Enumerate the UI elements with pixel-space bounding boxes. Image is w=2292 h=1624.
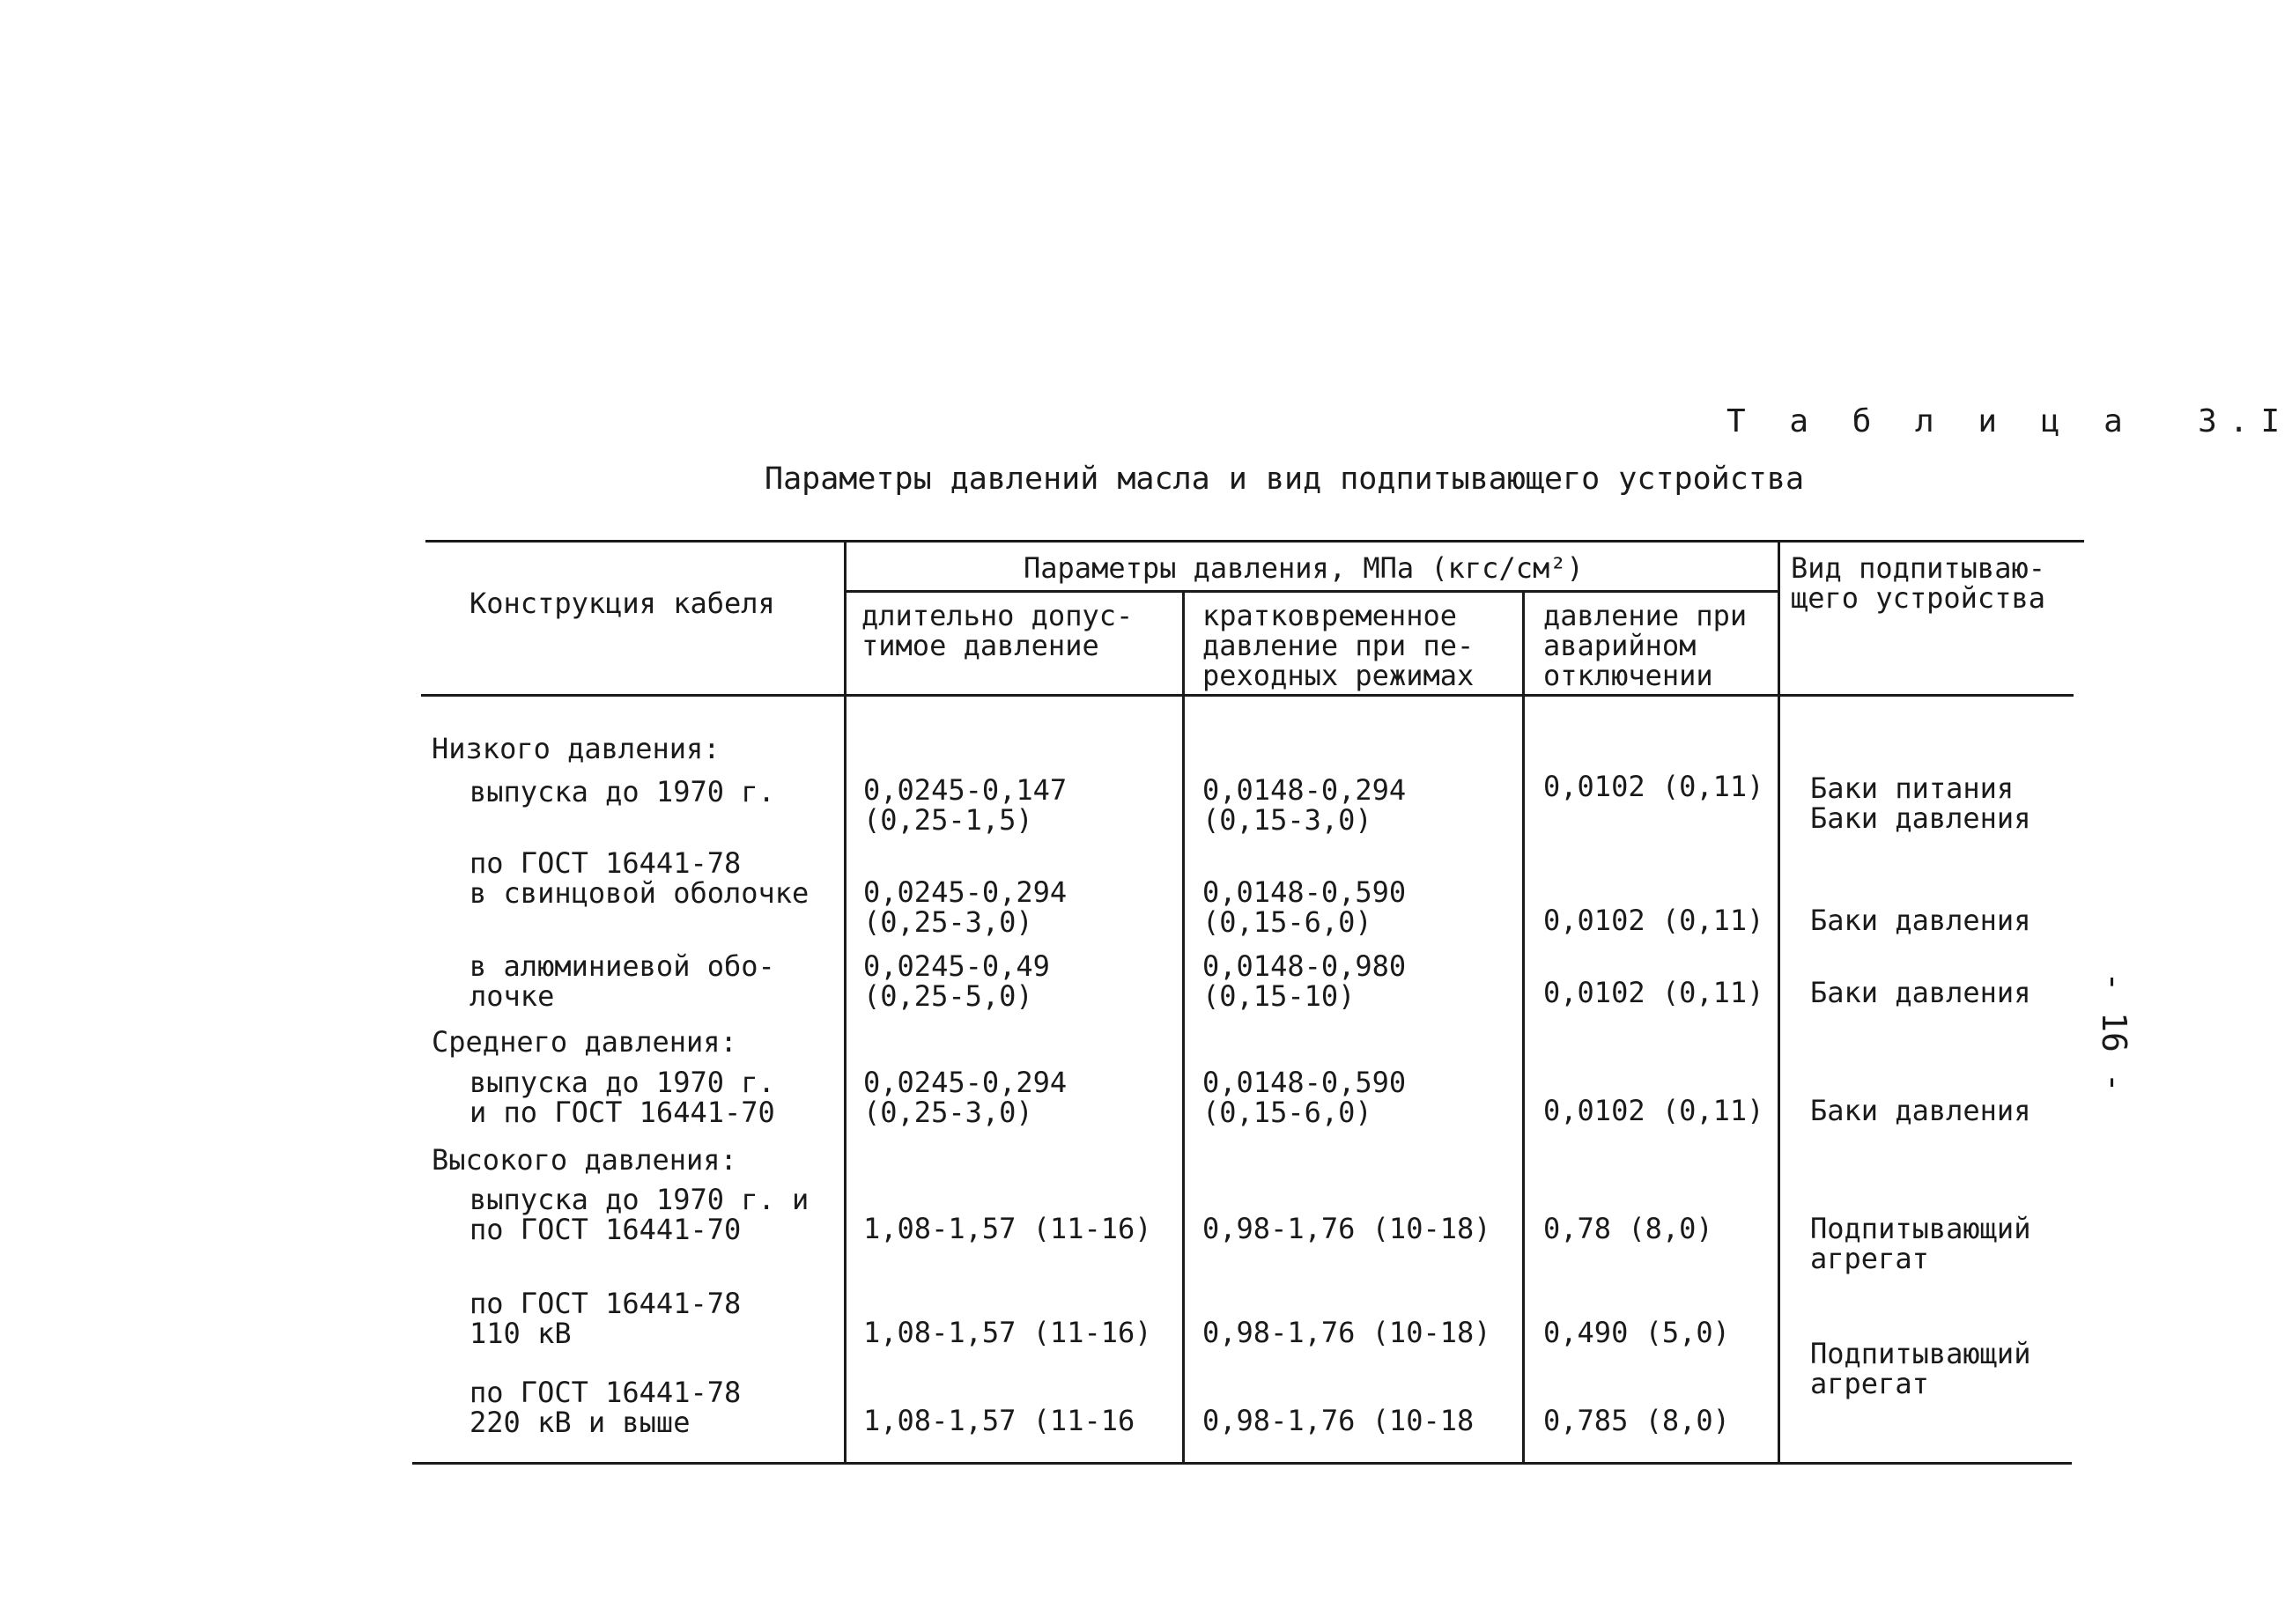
- row-7-emergency: 0,785 (8,0): [1543, 1404, 1730, 1437]
- row-1-short-term: 0,0148-0,294 (0,15-3,0): [1202, 773, 1407, 837]
- header-subrule: [844, 590, 1778, 593]
- header-construction: Конструкция кабеля: [469, 587, 775, 620]
- row-3-device: Баки давления: [1810, 976, 2031, 1009]
- row-7-long-term: 1,08-1,57 (11-16: [863, 1404, 1135, 1437]
- row-5-device: Подпитывающий агрегат: [1810, 1212, 2031, 1275]
- row-7-construction: по ГОСТ 16441-78 220 кВ и выше: [469, 1376, 742, 1439]
- row-1-long-term: 0,0245-0,147 (0,25-1,5): [863, 773, 1068, 837]
- header-short-term: кратковременное давление при пе- реходных режимах: [1202, 599, 1475, 692]
- row-2-short-term: 0,0148-0,590 (0,15-6,0): [1202, 875, 1407, 939]
- row-2-long-term: 0,0245-0,294 (0,25-3,0): [863, 875, 1068, 939]
- header-long-term: длительно допус- тимое давление: [861, 599, 1134, 662]
- row-6-emergency: 0,490 (5,0): [1543, 1316, 1730, 1349]
- header-device-type: Вид подпитываю- щего устройства: [1791, 551, 2045, 615]
- row-4-long-term: 0,0245-0,294 (0,25-3,0): [863, 1066, 1068, 1129]
- group-high-pressure: Высокого давления:: [432, 1143, 737, 1177]
- group-low-pressure: Низкого давления:: [432, 732, 721, 765]
- row-4-construction: выпуска до 1970 г. и по ГОСТ 16441-70: [469, 1066, 775, 1129]
- group-medium-pressure: Среднего давления:: [432, 1025, 737, 1059]
- col-divider-3: [1522, 592, 1525, 1463]
- header-bottom-rule: [421, 694, 2074, 697]
- row-3-construction: в алюминиевой обо- лочке: [469, 949, 775, 1013]
- row-4-short-term: 0,0148-0,590 (0,15-6,0): [1202, 1066, 1407, 1129]
- header-pressure-params: Параметры давления, МПа (кгс/см²): [1024, 551, 1584, 585]
- row-4-emergency: 0,0102 (0,11): [1543, 1094, 1764, 1127]
- row-5-emergency: 0,78 (8,0): [1543, 1212, 1713, 1245]
- row-3-short-term: 0,0148-0,980 (0,15-10): [1202, 949, 1407, 1013]
- row-6-long-term: 1,08-1,57 (11-16): [863, 1316, 1152, 1349]
- row-5-long-term: 1,08-1,57 (11-16): [863, 1212, 1152, 1245]
- row-5-construction: выпуска до 1970 г. и по ГОСТ 16441-70: [469, 1183, 810, 1246]
- row-4-device: Баки давления: [1810, 1094, 2031, 1127]
- row-1-emergency: 0,0102 (0,11): [1543, 770, 1764, 803]
- row-1-construction: выпуска до 1970 г.: [469, 775, 775, 808]
- row-7-short-term: 0,98-1,76 (10-18: [1202, 1404, 1475, 1437]
- row-2-construction: по ГОСТ 16441-78 в свинцовой оболочке: [469, 846, 810, 910]
- col-divider-2: [1182, 592, 1185, 1463]
- table-caption: Т а б л и ц а 3.I: [1726, 403, 2292, 439]
- row-6-construction: по ГОСТ 16441-78 110 кВ: [469, 1287, 742, 1350]
- row-1-device: Баки питания Баки давления: [1810, 771, 2031, 835]
- col-divider-4: [1778, 542, 1780, 1463]
- table-bottom-rule: [412, 1462, 2072, 1465]
- row-3-emergency: 0,0102 (0,11): [1543, 976, 1764, 1009]
- row-2-emergency: 0,0102 (0,11): [1543, 904, 1764, 937]
- page-number: - 16 -: [2095, 971, 2133, 1093]
- table-top-rule: [425, 540, 2084, 543]
- col-divider-1: [844, 542, 847, 1463]
- row-5-short-term: 0,98-1,76 (10-18): [1202, 1212, 1491, 1245]
- row-2-device: Баки давления: [1810, 904, 2031, 937]
- row-6-short-term: 0,98-1,76 (10-18): [1202, 1316, 1491, 1349]
- table-title: Параметры давлений масла и вид подпитывающего устройства: [765, 461, 1805, 497]
- header-emergency: давление при аварийном отключении: [1543, 599, 1748, 692]
- row-6-device: Подпитывающий агрегат: [1810, 1337, 2031, 1400]
- row-3-long-term: 0,0245-0,49 (0,25-5,0): [863, 949, 1050, 1013]
